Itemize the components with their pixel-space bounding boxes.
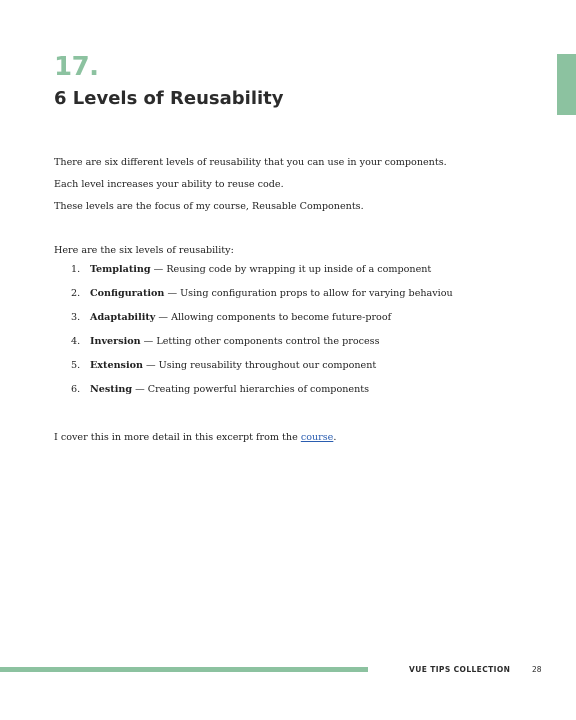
closing-suffix: . xyxy=(333,432,337,443)
list-item-description: — Letting other components control the process xyxy=(140,336,380,347)
list-item-term: Nesting xyxy=(90,384,133,395)
chapter-number: 17. xyxy=(54,52,99,82)
list-item-number: 3. xyxy=(71,312,81,323)
list-item-number: 6. xyxy=(71,384,81,395)
list-item-number: 1. xyxy=(71,264,81,275)
list-item-number: 4. xyxy=(71,336,81,347)
list-item-description: — Creating powerful hierarchies of components xyxy=(132,384,370,395)
list-item-term: Templating xyxy=(90,264,151,275)
side-accent-tab xyxy=(557,54,576,115)
footer-title: VUE TIPS COLLECTION xyxy=(409,665,511,674)
intro-line-1: There are six different levels of reusability that you can use in your components. xyxy=(54,157,447,168)
list-item-number: 2. xyxy=(71,288,81,299)
list-item-term: Extension xyxy=(90,360,143,371)
list-item-term: Inversion xyxy=(90,336,141,347)
list-item-description: — Using configuration props to allow for varying behaviou xyxy=(164,288,453,299)
list-item-term: Configuration xyxy=(90,288,165,299)
list-intro: Here are the six levels of reusability: xyxy=(54,245,234,256)
closing-paragraph xyxy=(54,431,336,444)
intro-line-3: These levels are the focus of my course, Reusable Components. xyxy=(54,201,364,212)
list-item-description: — Reusing code by wrapping it up inside of a component xyxy=(150,264,432,275)
list-item-number: 5. xyxy=(71,360,81,371)
chapter-title: 6 Levels of Reusability xyxy=(54,88,284,109)
list-item-term: Adaptability xyxy=(90,312,156,323)
page-number: 28 xyxy=(532,665,542,674)
footer-accent-bar xyxy=(0,667,368,672)
list-item-description: — Allowing components to become future-proof xyxy=(155,312,392,323)
closing-text: I cover this in more detail in this excerpt from the xyxy=(54,432,301,443)
course-link[interactable]: course xyxy=(300,432,334,443)
list-item-description: — Using reusability throughout our component xyxy=(142,360,377,371)
intro-line-2: Each level increases your ability to reuse code. xyxy=(54,179,284,190)
